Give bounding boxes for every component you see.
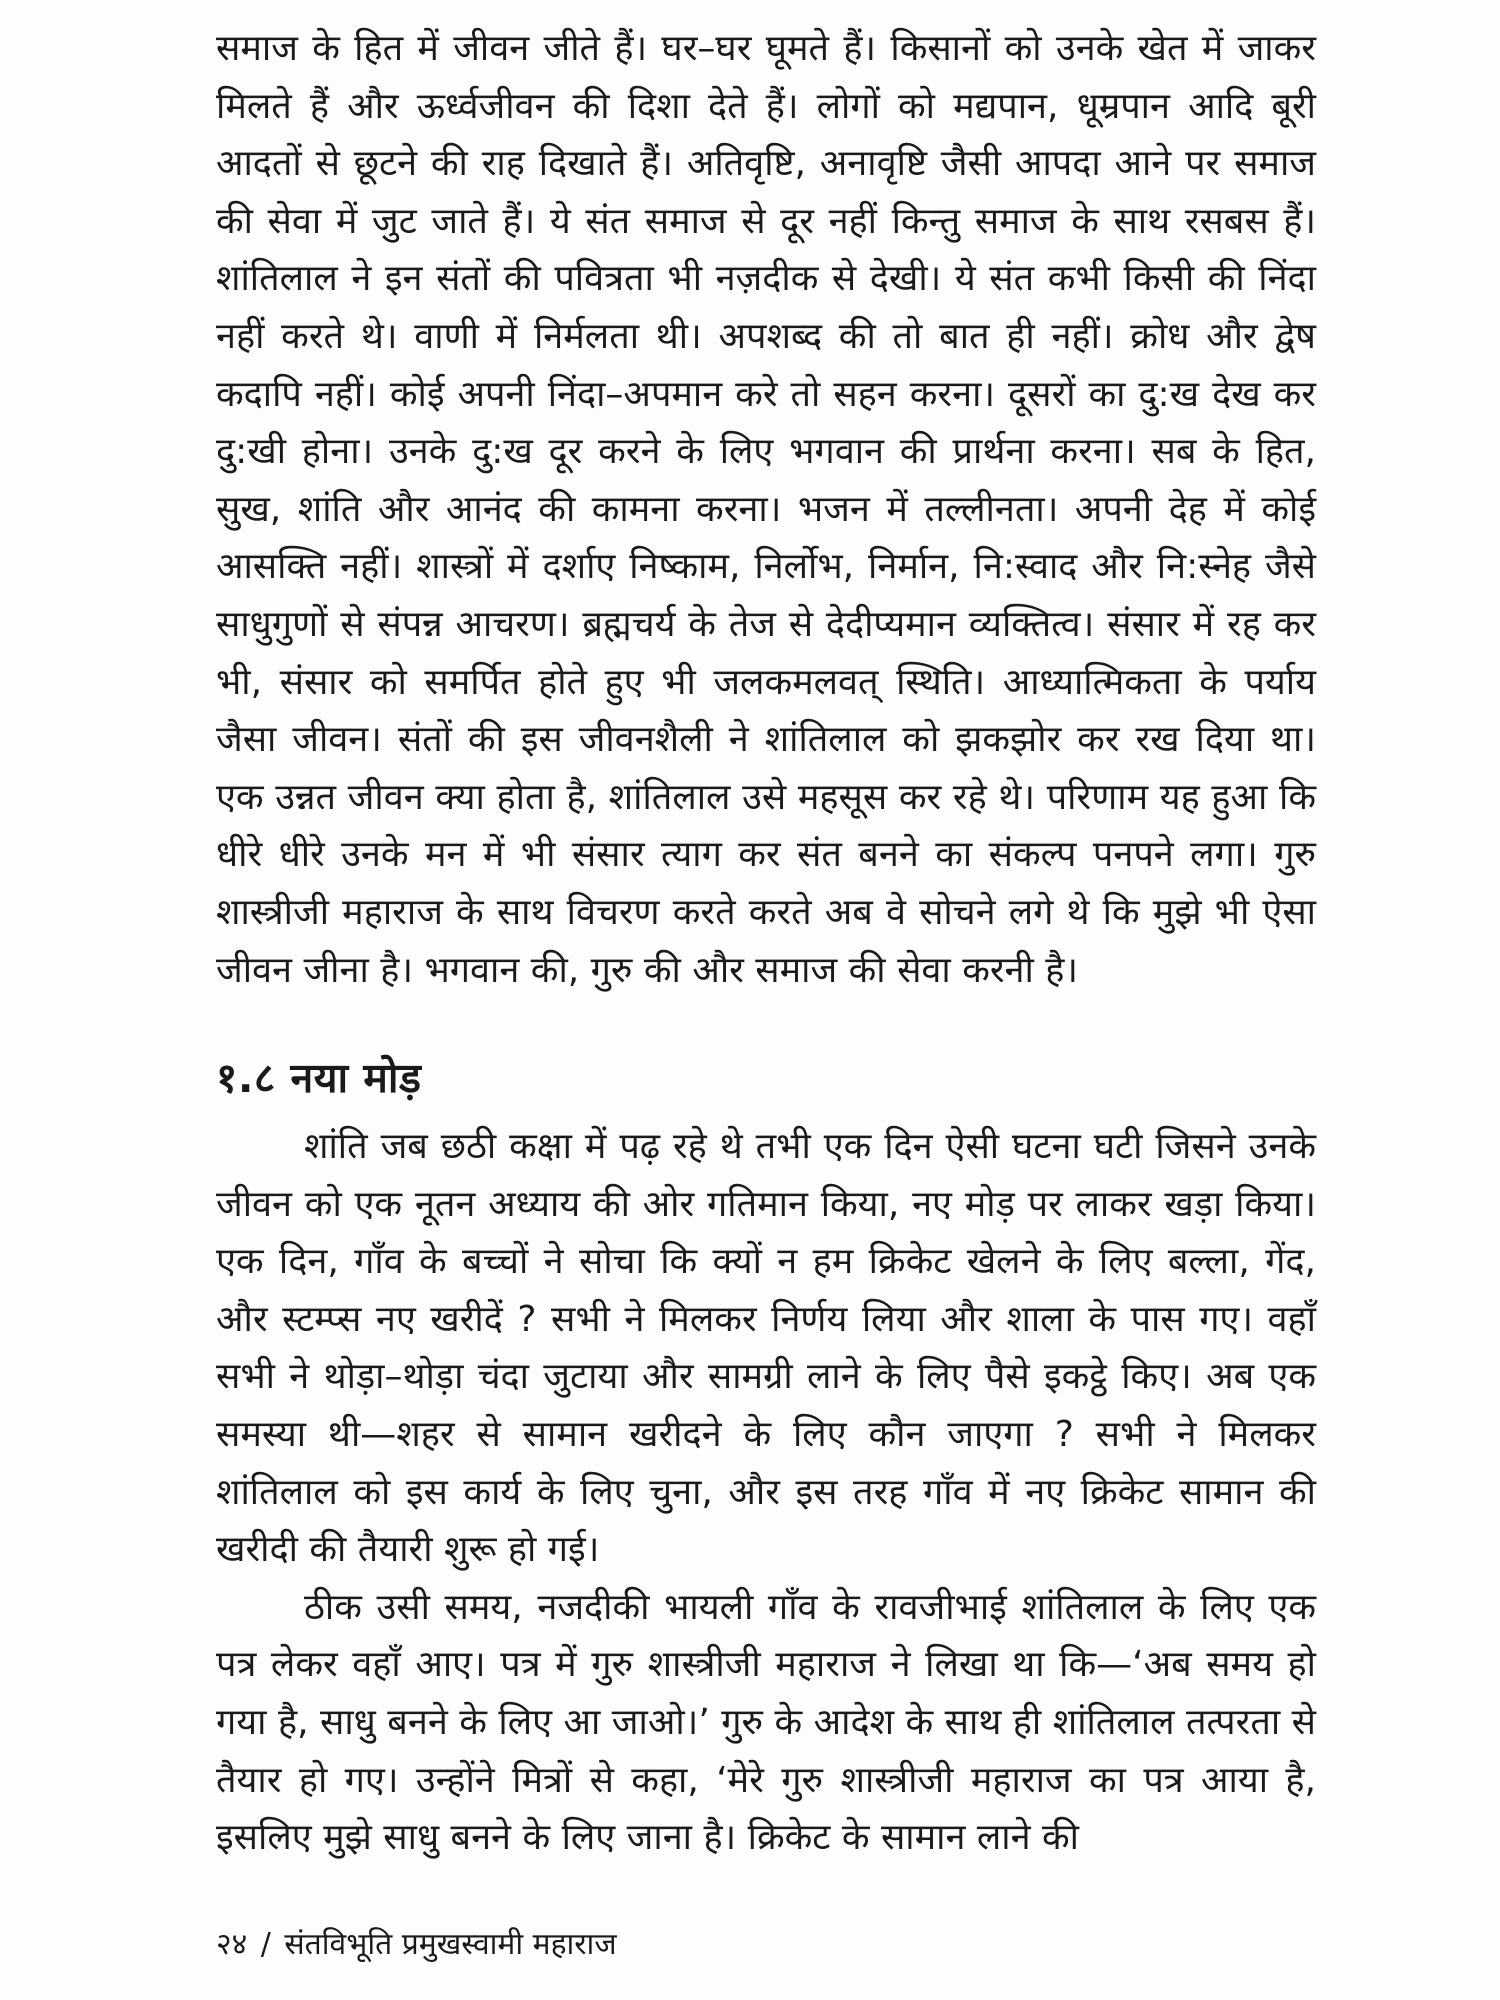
section-body <box>216 1118 1316 1867</box>
body-text <box>216 20 1316 999</box>
book-title: संतविभूति प्रमुखस्वामी महाराज <box>284 1927 617 1962</box>
section-paragraph-2: ठीक उसी समय, नजदीकी भायली गाँव के रावजीभाई शांतिलाल के लिए एक पत्र लेकर वहाँ आए। पत्र में गुरु शास्त्रीजी महाराज ने लिखा था कि—‘अब समय हो गया है, साधु बनने के लिए आ जाओ।’ गुरु के आदेश के साथ ही शांतिलाल तत्परता से तैयार हो गए। उन्होंने मित्रों से कहा, ‘मेरे गुरु शास्त्रीजी महाराज का पत्र आया है, इसलिए मुझे साधु बनने के लिए जाना है। क्रिकेट के सामान लाने की <box>216 1586 1316 1859</box>
page-number: २४ <box>216 1927 248 1962</box>
page-footer <box>216 1925 617 1965</box>
section-heading: १.८ नया मोड़ <box>216 1054 422 1102</box>
intro-paragraph: समाज के हित में जीवन जीते हैं। घर–घर घूमते हैं। किसानों को उनके खेत में जाकर मिलते हैं और ऊर्ध्वजीवन की दिशा देते हैं। लोगों को मद्यपान, धूम्रपान आदि बूरी आदतों से छूटने की राह दिखाते हैं। अतिवृष्टि, अनावृष्टि जैसी आपदा आने पर समाज की सेवा में जुट जाते हैं। ये संत समाज से दूर नहीं किन्तु समाज के साथ रसबस हैं। शांतिलाल ने इन संतों की पवित्रता भी नज़दीक से देखी। ये संत कभी किसी की निंदा नहीं करते थे। वाणी में निर्मलता थी। अपशब्द की तो बात ही नहीं। क्रोध और द्वेष कदापि नहीं। कोई अपनी निंदा–अपमान करे तो सहन करना। दूसरों का दु:ख देख कर दु:खी होना। उनके दु:ख दूर करने के लिए भगवान की प्रार्थना करना। सब के हित, सुख, शांति और आनंद की कामना करना। भजन में तल्लीनता। अपनी देह में कोई आसक्ति नहीं। शास्त्रों में दर्शाए निष्काम, निर्लोभ, निर्मान, नि:स्वाद और नि:स्नेह जैसे साधुगुणों से संपन्न आचरण। ब्रह्मचर्य के तेज से देदीप्यमान व्यक्तित्व। संसार में रह कर भी, संसार को समर्पित होते हुए भी जलकमलवत् स्थिति। आध्यात्मिकता के पर्याय जैसा जीवन। संतों की इस जीवनशैली ने शांतिलाल को झकझोर कर रख दिया था। एक उन्नत जीवन क्या होता है, शांतिलाल उसे महसूस कर रहे थे। परिणाम यह हुआ कि धीरे धीरे उनके मन में भी संसार त्याग कर संत बनने का संकल्प पनपने लगा। गुरु शास्त्रीजी महाराज के साथ विचरण करते करते अब वे सोचने लगे थे कि मुझे भी ऐसा जीवन जीना है। भगवान की, गुरु की और समाज की सेवा करनी है। <box>216 28 1316 991</box>
footer-separator: / <box>260 1927 271 1962</box>
section-paragraph-1: शांति जब छठी कक्षा में पढ़ रहे थे तभी एक दिन ऐसी घटना घटी जिसने उनके जीवन को एक नूतन अध्याय की ओर गतिमान किया, नए मोड़ पर लाकर खड़ा किया। एक दिन, गाँव के बच्चों ने सोचा कि क्यों न हम क्रिकेट खेलने के लिए बल्ला, गेंद, और स्टम्प्स नए खरीदें ? सभी ने मिलकर निर्णय लिया और शाला के पास गए। वहाँ सभी ने थोड़ा–थोड़ा चंदा जुटाया और सामग्री लाने के लिए पैसे इकट्ठे किए। अब एक समस्या थी—शहर से सामान खरीदने के लिए कौन जाएगा ? सभी ने मिलकर शांतिलाल को इस कार्य के लिए चुना, और इस तरह गाँव में नए क्रिकेट सामान की खरीदी की तैयारी शुरू हो गई। <box>216 1126 1316 1571</box>
